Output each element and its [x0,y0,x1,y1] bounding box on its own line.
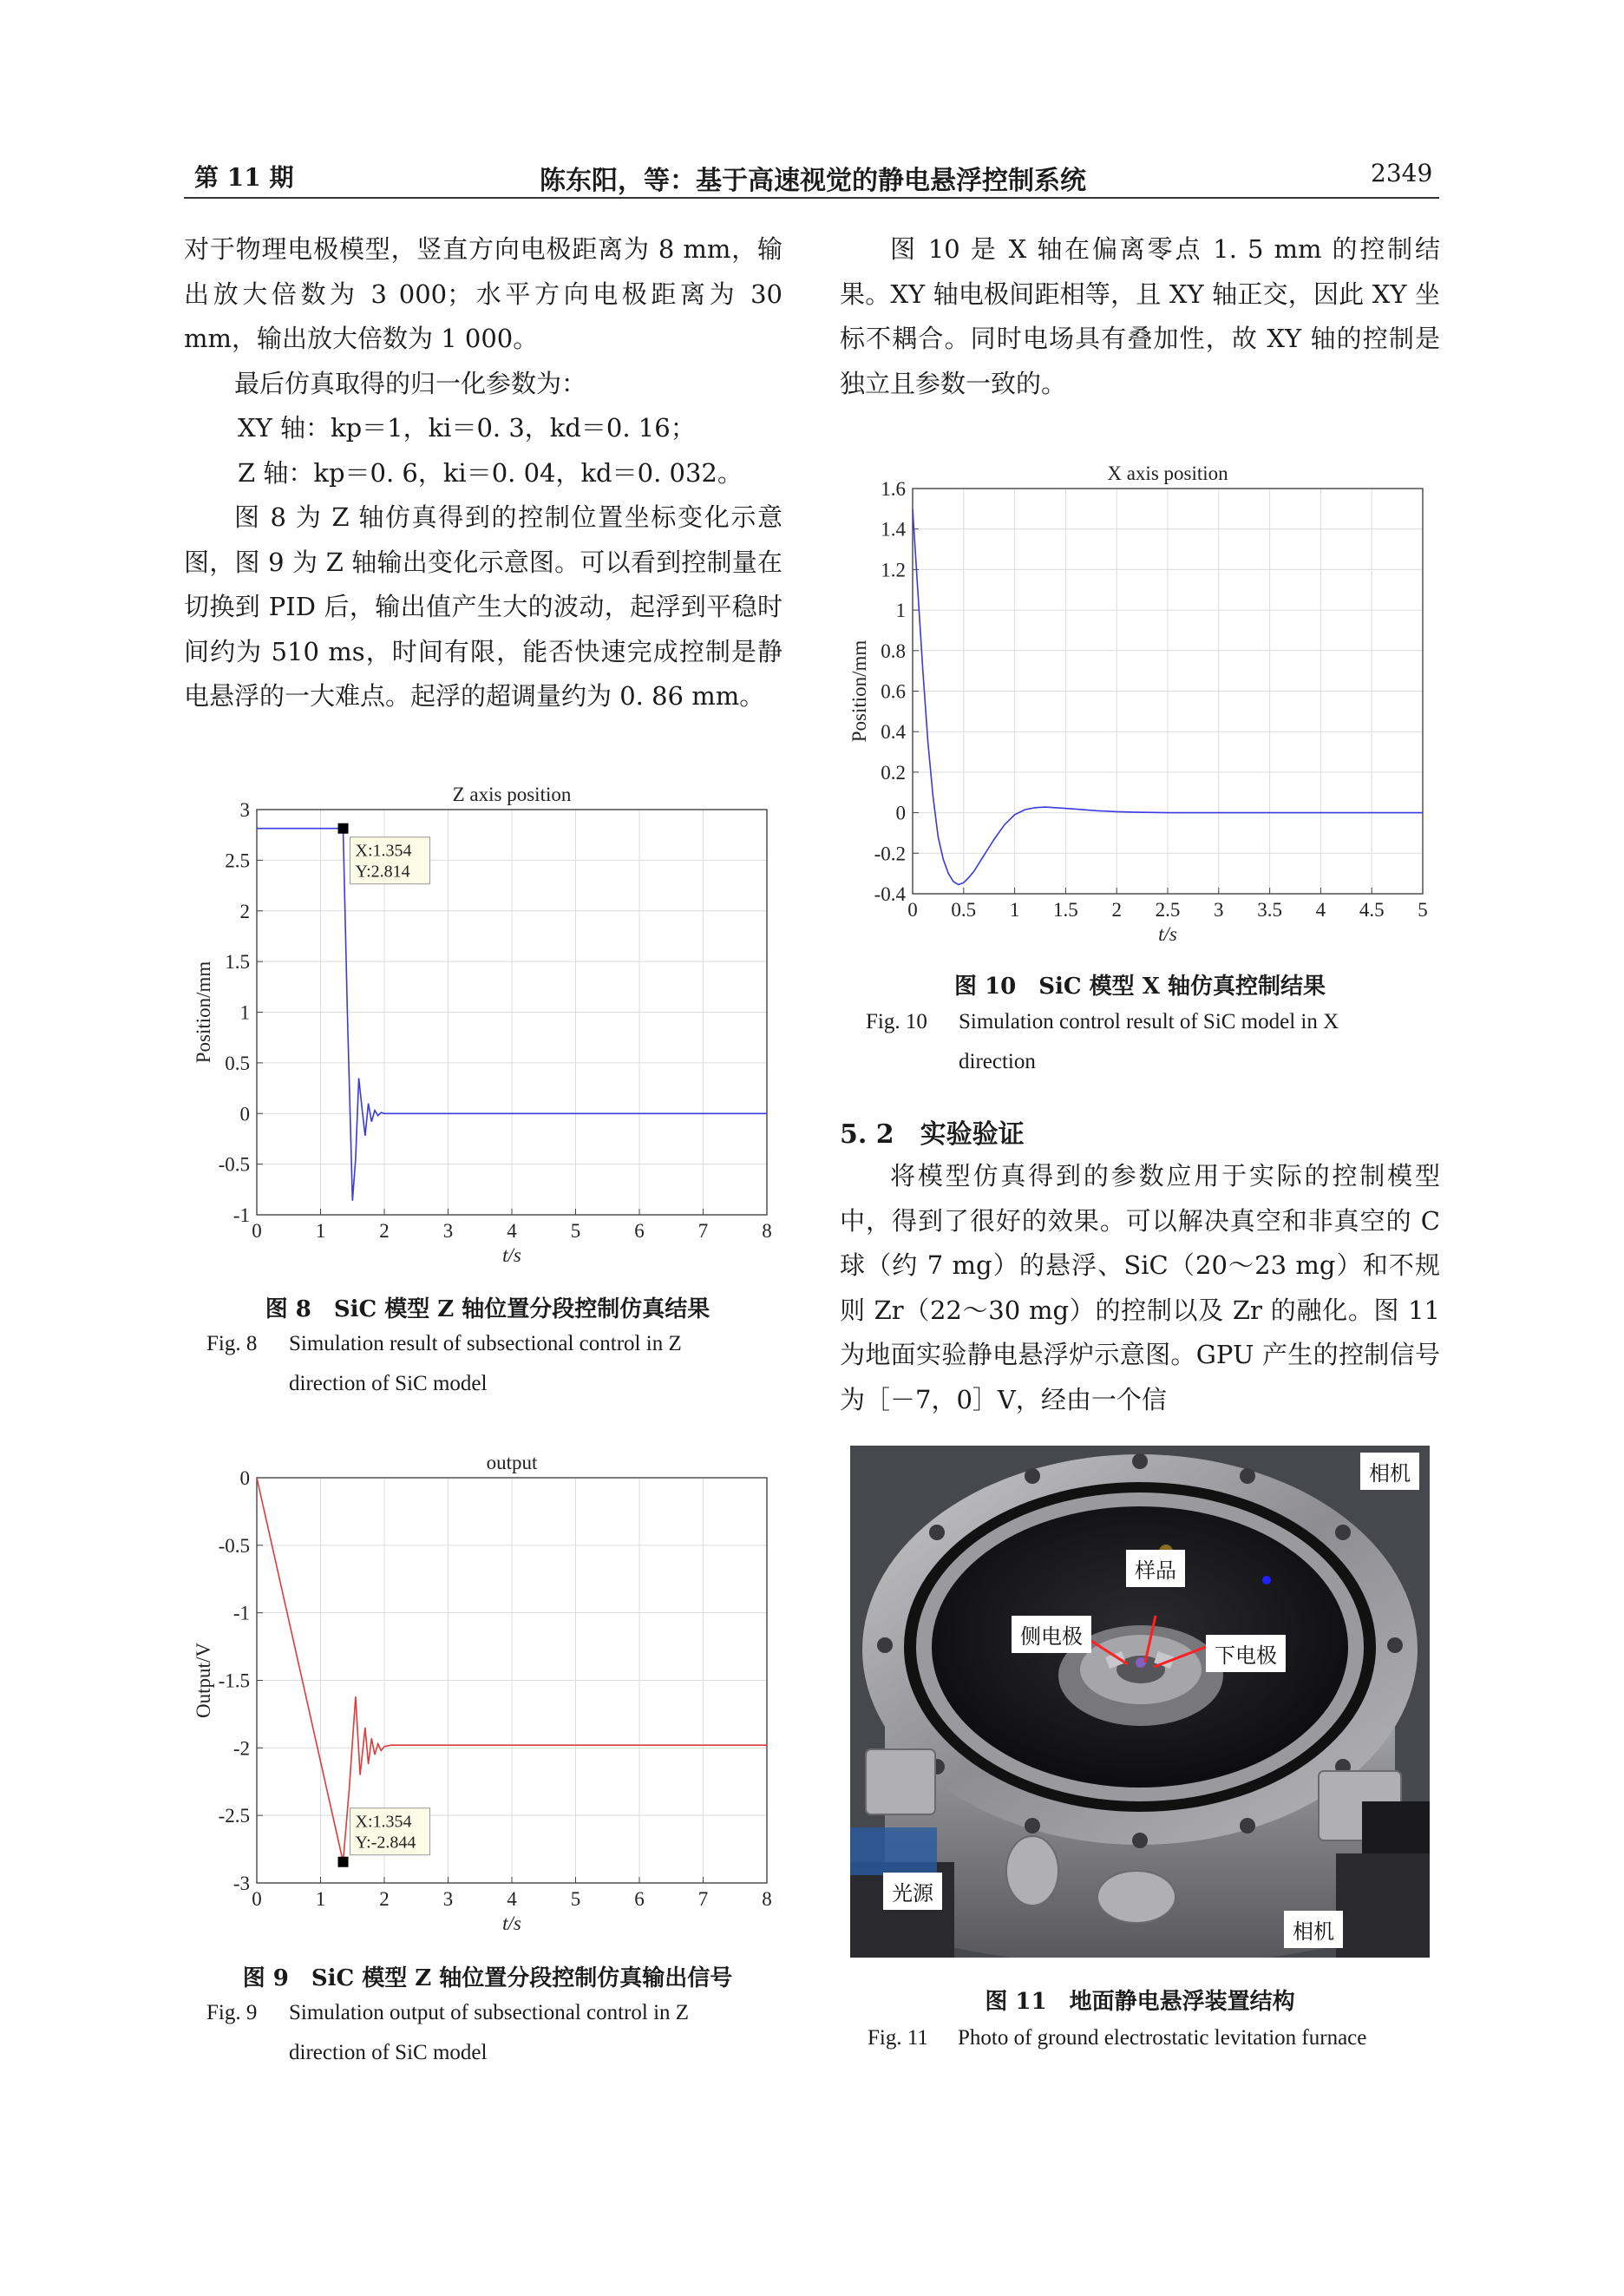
y-tick-label: 0.5 [225,1052,250,1074]
fig10-caption-en [866,1002,1447,1082]
fig10-caption-en-label: Fig. 10 [866,1010,927,1033]
y-tick-label: 0 [895,802,906,824]
issue-number: 第 11 期 [194,163,294,192]
right-column-bottom [840,1154,1440,1422]
x-tick-label: 0 [252,1888,262,1910]
x-axis-label: t/s [1158,923,1177,945]
y-tick-label: -3 [232,1873,250,1894]
x-tick-label: 4 [507,1220,517,1242]
y-tick-label: -0.5 [218,1153,250,1176]
x-tick-label: 1.5 [1053,899,1078,921]
y-tick-label: 0.4 [881,721,906,744]
fig8-caption-cn: 图 8 SiC 模型 Z 轴位置分段控制仿真结果 [265,1296,710,1322]
page-number: 2349 [1371,159,1433,187]
datatip-x: X:1.354 [355,841,412,861]
x-tick-label: 3.5 [1257,899,1282,921]
chart-title: output [486,1452,538,1473]
x-tick-label: 2.5 [1155,899,1181,921]
y-tick-label: 2.5 [225,850,250,872]
y-tick-label: -1.5 [218,1670,250,1692]
x-tick-label: 3 [442,1220,454,1242]
x-tick-label: 7 [697,1220,709,1242]
y-tick-label: 1.4 [881,518,906,541]
y-tick-label: 3 [239,799,250,821]
fig9-caption-cn: 图 9 SiC 模型 Z 轴位置分段控制仿真输出信号 [242,1965,733,1991]
y-tick-label: 0.8 [881,640,906,662]
fig10-caption-en-line2: direction [959,1050,1036,1073]
y-tick-label: 1.6 [881,478,906,500]
fig8-caption-en [206,1324,796,1404]
right-column-top [840,227,1440,406]
x-tick-label: 0 [252,1220,262,1242]
chart-fig8 [184,777,791,1271]
x-tick-label: 3 [1214,899,1224,921]
equation-xy: XY 轴：kp＝1，ki＝0. 3，kd＝0. 16； [238,413,696,443]
x-tick-label: 6 [634,1220,645,1242]
label-side-electrode: 侧电极 [1012,1616,1091,1653]
x-axis-label: t/s [502,1244,521,1266]
x-tick-label: 8 [762,1220,772,1242]
fig10-caption-en-line1: Simulation control result of SiC model in X [959,1010,1339,1033]
label-light-source: 光源 [883,1873,942,1910]
y-tick-label: 0 [239,1467,250,1489]
x-tick-label: 1 [315,1220,326,1242]
x-tick-label: 7 [697,1888,709,1910]
y-axis-label: Output/V [193,1643,214,1718]
fig9-caption-en [206,1993,796,2073]
fig11-caption-en-label: Fig. 11 [868,2026,928,2050]
fig8-caption-en-label: Fig. 8 [206,1332,258,1355]
y-tick-label: -2.5 [218,1805,250,1827]
chart-fig10 [840,456,1447,950]
y-tick-label: 1 [895,600,906,622]
fig9-caption-en-label: Fig. 9 [206,2001,258,2024]
x-tick-label: 4 [1315,899,1326,921]
chart-fig9 [184,1445,791,1939]
running-title: 陈东阳，等：基于高速视觉的静电悬浮控制系统 [540,166,1086,196]
fig11-photo [850,1446,1430,1958]
fig9-caption-en-line1: Simulation output of subsectional control in Z [289,2001,690,2024]
x-tick-label: 0.5 [951,899,977,921]
y-tick-label: 0 [239,1103,250,1125]
fig11-caption-cn: 图 11 地面静电悬浮装置结构 [985,1989,1295,2015]
y-tick-label: -0.2 [874,843,906,865]
y-tick-label: 0.6 [881,680,906,703]
y-tick-label: -0.5 [218,1534,250,1557]
datatip-y: Y:-2.844 [355,1833,416,1853]
x-tick-label: 5 [570,1220,581,1242]
x-tick-label: 1 [315,1888,326,1910]
y-tick-label: -1 [232,1602,250,1624]
x-tick-label: 2 [379,1888,390,1910]
x-tick-label: 0 [907,899,918,921]
fig11-caption-en-line1: Photo of ground electrostatic levitation furnace [958,2026,1367,2050]
x-tick-label: 4.5 [1359,899,1385,921]
x-tick-label: 4 [507,1888,517,1910]
y-tick-label: 1.2 [881,559,906,581]
x-tick-label: 5 [570,1888,581,1910]
paragraph: 图 8 为 Z 轴仿真得到的控制位置坐标变化示意图，图 9 为 Z 轴输出变化示意图。可以看到控制量在切换到 PID 后，输出值产生大的波动，起浮到平稳时间约为 510 ms，时间有限，能否快速完成控制是静电悬浮的一大难点。起浮的超调量约为 0. 86 mm。 [184,502,783,711]
datatip-marker [338,1857,349,1867]
x-tick-label: 3 [442,1888,454,1910]
y-tick-label: 0.2 [881,761,906,784]
label-sample: 样品 [1126,1550,1185,1587]
paragraph: 将模型仿真得到的参数应用于实际的控制模型中，得到了很好的效果。可以解决真空和非真空的 C 球（约 7 mg）的悬浮、SiC（20～23 mg）和不规则 Zr（22～30 mg）的控制以及 Zr 的融化。图 11 为地面实验静电悬浮炉示意图。GPU 产生的控制信号为［－7，0］V，经由一个信 [840,1161,1440,1414]
label-bottom-electrode: 下电极 [1206,1635,1286,1672]
datatip-marker [338,823,349,834]
fig10-caption-cn: 图 10 SiC 模型 X 轴仿真控制结果 [954,974,1326,1000]
x-tick-label: 6 [634,1888,645,1910]
y-tick-label: -0.4 [874,883,906,905]
paragraph: 最后仿真取得的归一化参数为： [234,368,587,398]
y-tick-label: -1 [232,1204,250,1226]
header-rule [184,197,1439,199]
chart-title: X axis position [1107,462,1228,484]
fig11-caption-en [868,2018,1449,2058]
x-tick-label: 5 [1418,899,1428,921]
datatip-y: Y:2.814 [355,862,410,882]
paragraph: 图 10 是 X 轴在偏离零点 1. 5 mm 的控制结果。XY 轴电极间距相等，且 XY 轴正交，因此 XY 坐标不耦合。同时电场具有叠加性，故 XY 轴的控制是独立且参数一致的。 [840,234,1440,398]
x-axis-label: t/s [502,1912,521,1934]
x-tick-label: 2 [379,1220,390,1242]
datatip-x: X:1.354 [355,1812,412,1832]
x-tick-label: 2 [1111,899,1122,921]
section-title: 5. 2 实验验证 [840,1119,1025,1150]
fig8-caption-en-line2: direction of SiC model [289,1372,488,1395]
left-column [184,227,783,719]
y-axis-label: Position/mm [193,961,214,1064]
label-camera-top: 相机 [1360,1453,1419,1490]
chart-title: Z axis position [452,784,572,805]
y-tick-label: 1 [239,1001,250,1024]
y-tick-label: 2 [239,900,250,922]
y-tick-label: 1.5 [225,951,250,974]
x-tick-label: 1 [1009,899,1020,921]
equation-z: Z 轴：kp＝0. 6，ki＝0. 04，kd＝0. 032。 [238,457,743,488]
paragraph: 对于物理电极模型，竖直方向电极距离为 8 mm，输出放大倍数为 3 000；水平方向电极距离为 30 mm，输出放大倍数为 1 000。 [184,234,783,353]
y-tick-label: -2 [232,1737,250,1760]
y-axis-label: Position/mm [848,640,870,743]
x-tick-label: 8 [762,1888,772,1910]
fig9-caption-en-line2: direction of SiC model [289,2041,488,2064]
fig8-caption-en-line1: Simulation result of subsectional control in Z [289,1332,682,1355]
label-camera-bottom: 相机 [1284,1911,1343,1948]
